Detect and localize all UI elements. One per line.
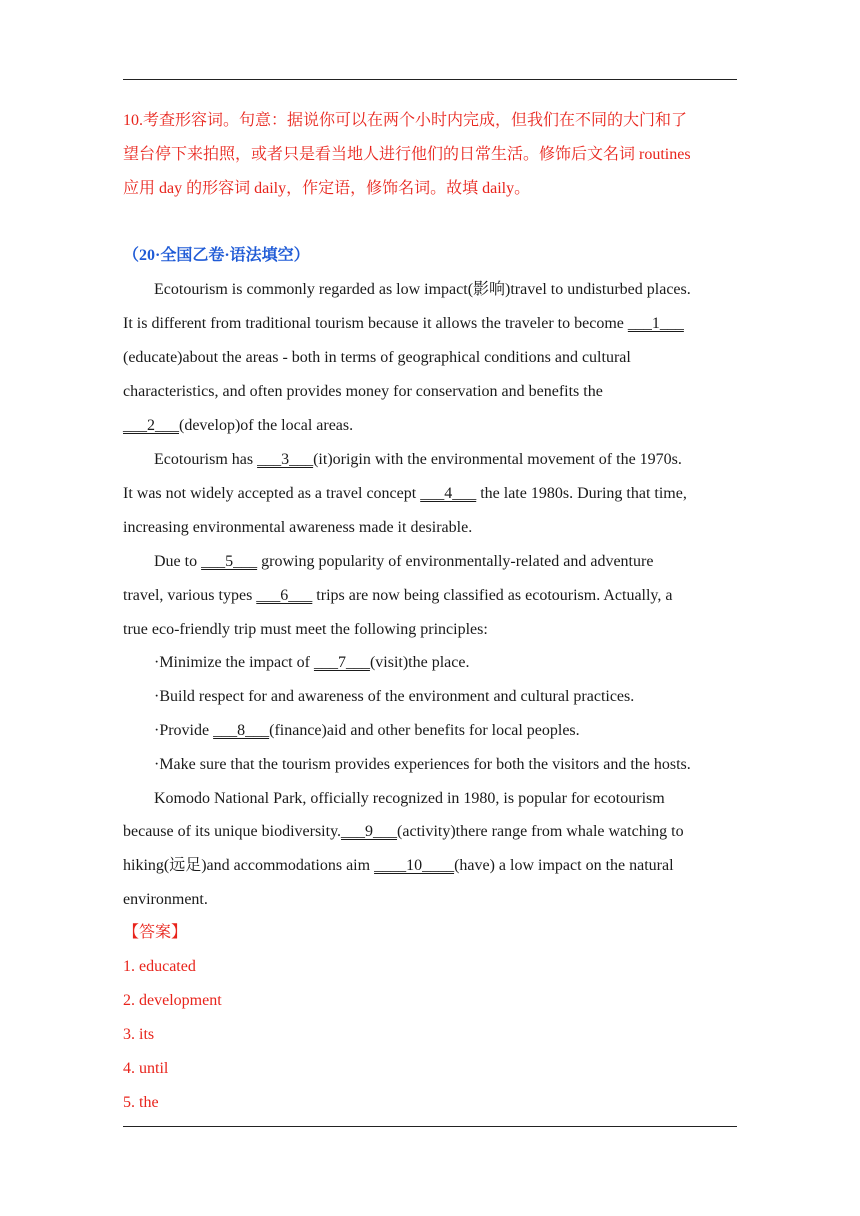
passage-p2-line-1 [154, 450, 794, 470]
answer-heading: 【答案】 [123, 924, 188, 941]
answer-item: 2. development [123, 992, 222, 1009]
blank-10: ____10____ [374, 857, 455, 874]
passage-text: because of its unique biodiversity. [123, 823, 342, 840]
passage-text: ·Minimize the impact of [154, 654, 314, 671]
passage-text: growing popularity of environmentally-related and adventure [257, 553, 654, 570]
passage-text: hiking(远足)and accommodations aim [123, 857, 375, 874]
answer-item: 1. educated [123, 958, 196, 975]
passage-text: the late 1980s. During that time, [476, 485, 687, 502]
top-divider [123, 79, 737, 80]
passage-text: (visit)the place. [369, 654, 470, 671]
section-source-heading: （20·全国乙卷·语法填空） [123, 247, 310, 264]
passage-text: (develop)of the local areas. [179, 417, 354, 434]
principle-3 [154, 721, 794, 741]
principle-2: ·Build respect for and awareness of the environment and cultural practices. [154, 688, 635, 705]
passage-p2-line-2 [123, 484, 763, 504]
passage-p1-line-2 [123, 314, 763, 334]
passage-text: Due to [154, 553, 202, 570]
passage-p1-line-5 [123, 416, 763, 436]
passage-p1-line-3: (educate)about the areas - both in terms of geographical conditions and cultural [123, 349, 631, 366]
answer-item: 3. its [123, 1026, 155, 1043]
blank-7: ___7___ [313, 654, 370, 671]
passage-text: (finance)aid and other benefits for local peoples. [269, 722, 580, 739]
passage-p4-line-1: Komodo National Park, officially recognized in 1980, is popular for ecotourism [154, 790, 665, 807]
answer-item: 4. until [123, 1060, 169, 1077]
bottom-divider [123, 1126, 737, 1127]
passage-text: travel, various types [123, 587, 257, 604]
passage-p4-line-3 [123, 856, 763, 876]
passage-p1-line-1: Ecotourism is commonly regarded as low impact(影响)travel to undisturbed places. [154, 281, 691, 298]
passage-text: It was not widely accepted as a travel concept [123, 485, 421, 502]
blank-3: ___3___ [257, 451, 314, 468]
passage-text: (it)origin with the environmental movement of the 1970s. [313, 451, 682, 468]
answer-item: 5. the [123, 1094, 159, 1111]
passage-p3-line-2 [123, 586, 763, 606]
principle-1 [154, 653, 794, 673]
passage-text: ·Provide [154, 722, 214, 739]
passage-p1-line-4: characteristics, and often provides money for conservation and benefits the [123, 383, 603, 400]
blank-1: ___1___ [627, 315, 684, 332]
passage-p3-line-3: true eco-friendly trip must meet the following principles: [123, 621, 488, 638]
passage-text: (activity)there range from whale watching to [397, 823, 684, 840]
passage-p4-line-4: environment. [123, 891, 208, 908]
passage-text: It is different from traditional tourism because it allows the traveler to become [123, 315, 628, 332]
explanation-line-1: 10.考查形容词。句意：据说你可以在两个小时内完成，但我们在不同的大门和了 [123, 112, 688, 129]
blank-9: ___9___ [341, 823, 398, 840]
principle-4: ·Make sure that the tourism provides experiences for both the visitors and the hosts. [154, 756, 691, 773]
passage-p4-line-2 [123, 822, 763, 842]
blank-8: ___8___ [213, 722, 270, 739]
passage-text: trips are now being classified as ecotourism. Actually, a [312, 587, 673, 604]
explanation-line-3: 应用 day 的形容词 daily，作定语，修饰名词。故填 daily。 [123, 180, 531, 197]
passage-p3-line-1 [154, 552, 794, 572]
blank-4: ___4___ [420, 485, 477, 502]
blank-5: ___5___ [201, 553, 258, 570]
passage-text: (have) a low impact on the natural [454, 857, 674, 874]
blank-6: ___6___ [256, 587, 313, 604]
explanation-line-2: 望台停下来拍照，或者只是看当地人进行他们的日常生活。修饰后文名词 routines [123, 146, 691, 163]
blank-2: ___2___ [123, 417, 179, 434]
passage-text: Ecotourism has [154, 451, 258, 468]
passage-p2-line-3: increasing environmental awareness made it desirable. [123, 519, 473, 536]
